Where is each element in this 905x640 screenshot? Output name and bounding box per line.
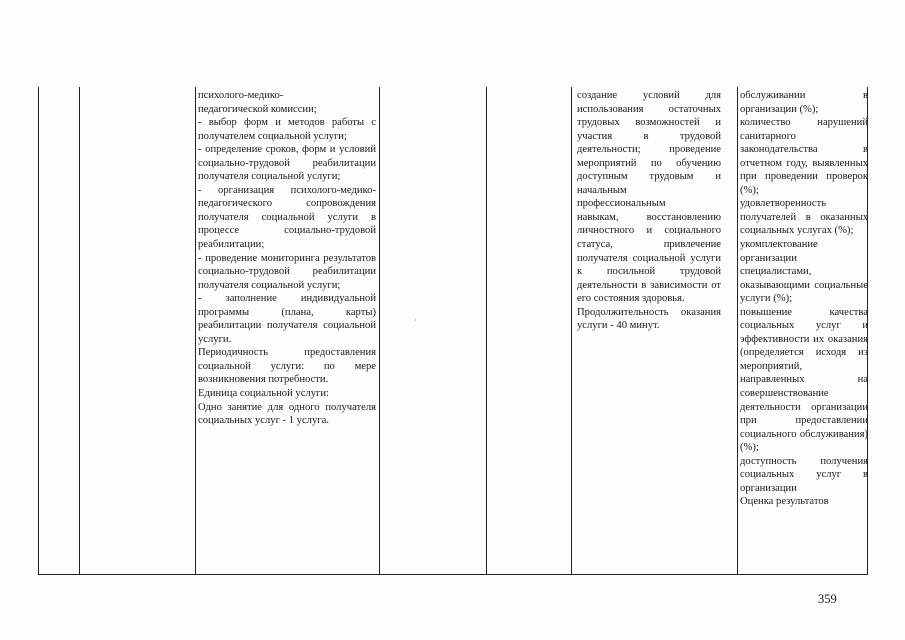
column-divider <box>486 87 487 574</box>
column-divider <box>195 87 196 574</box>
scan-speck: · <box>414 315 417 325</box>
quality-indicators-cell: обслуживании в организации (%); количество нарушений санитарного законодательства в отчетном году, выявленных при проведении проверок (%); удовлетворенность получателей в оказанных социальных услугах (%); укомплектование организации специалистами, оказывающими социальные услуги (%); повышение качества социальных услуг и эффективности их оказания (определяется исходя из мероприятий, направленных на совершенствование деятельности организации при предоставлении социального обслуживания) (%); доступность получения социальных услуг в организации Оценка результатов <box>740 90 868 508</box>
services-table <box>38 87 868 575</box>
column-divider <box>379 87 380 574</box>
column-divider <box>79 87 80 574</box>
service-procedure-cell: психолого-медико- педагогической комиссии; - выбор форм и методов работы с получателем социальной услуги; - определение сроков, форм и условий социально-трудовой реабилитации получателя социальной услуги; - организация психолого-медико-педагогического сопровождения получателя социальной услуги в процессе социально-трудовой реабилитации; - проведение мониторинга результатов социально-трудовой реабилитации получателя социальной услуги; - заполнение индивидуальной программы (плана, карты) реабилитации получателя социальной услуги. Периодичность предоставления социальной услуги: по мере возникновения потребности. Единица социальной услуги: Одно занятие для одного получателя социальных услуг - 1 услуга. <box>198 90 376 427</box>
service-conditions-cell: создание условий для использования остаточных трудовых возможностей и участия в трудовой деятельности; проведение мероприятий по обучению доступным трудовым и начальным профессиональным навыкам, восстановлению личностного и социального статуса, привлечение получателя социальной услуги к посильной трудовой деятельности в зависимости от его состояния здоровья. Продолжительность оказания услуги - 40 минут. <box>577 90 721 332</box>
column-divider <box>571 87 572 574</box>
page-number: 359 <box>818 592 837 606</box>
column-divider <box>737 87 738 574</box>
